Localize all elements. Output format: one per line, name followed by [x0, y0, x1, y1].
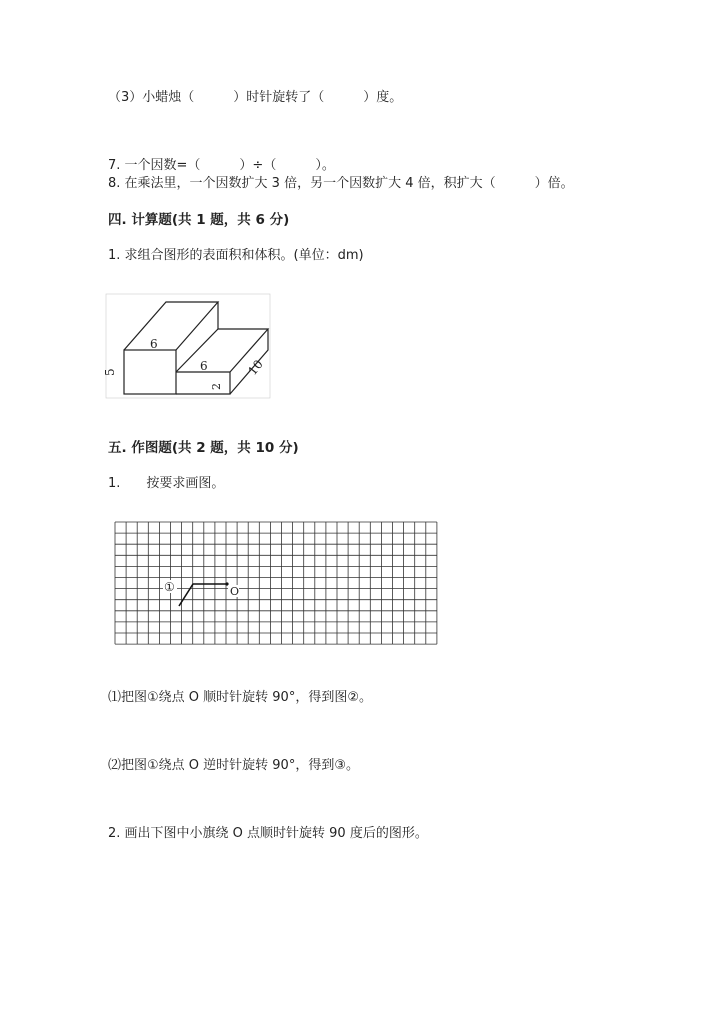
- section-5-question-2: 2. 画出下图中小旗绕 O 点顺时针旋转 90 度后的图形。: [108, 826, 428, 841]
- label-depth: 10: [245, 357, 266, 378]
- label-height: 5: [103, 368, 117, 376]
- question-8: 8. 在乘法里，一个因数扩大 3 倍，另一个因数扩大 4 倍，积扩大（ ）倍。: [108, 176, 574, 191]
- section-5-question-1: 1. 按要求画图。: [108, 476, 225, 491]
- section-4-question-1: 1. 求组合图形的表面积和体积。(单位：dm): [108, 248, 364, 263]
- question-candle-rotation: （3）小蜡烛（ ）时针旋转了（ ）度。: [108, 90, 403, 105]
- figure-1-shape: [179, 584, 227, 606]
- section-5-sub-question-1: ⑴把图①绕点 O 顺时针旋转 90°，得到图②。: [108, 690, 372, 705]
- figure-1-label: ①: [164, 580, 175, 594]
- composite-solid-figure: [103, 294, 276, 404]
- label-step-width: 6: [200, 359, 208, 373]
- label-top-width: 6: [150, 337, 158, 351]
- section-5-sub-question-2: ⑵把图①绕点 O 逆时针旋转 90°，得到③。: [108, 758, 359, 773]
- section-4-title: 四. 计算题(共 1 题，共 6 分): [108, 212, 290, 228]
- section-5-title: 五. 作图题(共 2 题，共 10 分): [108, 440, 299, 456]
- question-7: 7. 一个因数=（ ）÷（ ）。: [108, 158, 335, 173]
- drawing-grid: [113, 520, 443, 650]
- label-step-height: 2: [210, 383, 223, 390]
- point-o-label: O: [230, 585, 240, 598]
